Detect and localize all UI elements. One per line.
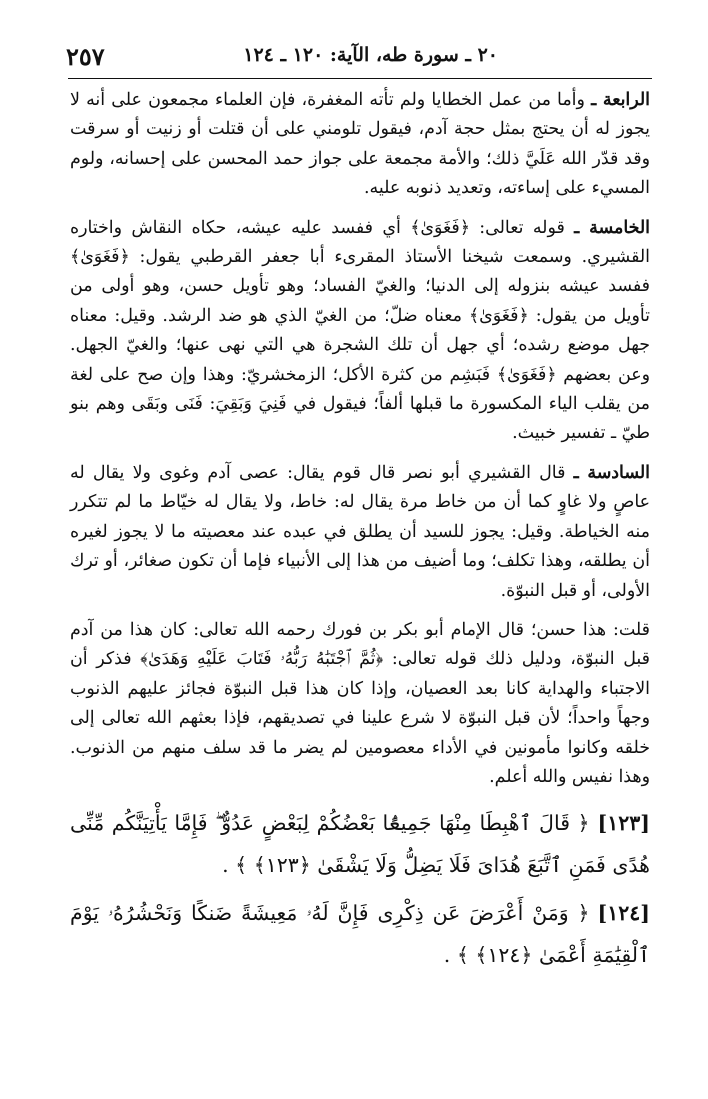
verse-number: [١٢٤]	[597, 901, 650, 926]
paragraph-lead: السادسة ـ	[573, 462, 650, 483]
paragraph-sixth	[70, 459, 650, 606]
paragraph-fifth	[70, 214, 650, 449]
paragraph-comment	[70, 616, 650, 792]
page-header	[66, 42, 658, 76]
page-body	[70, 86, 650, 982]
paragraph-fourth	[70, 86, 650, 204]
page-number: ٢٥٧	[66, 42, 105, 71]
running-title: ٢٠ ـ سورة طه، الآية: ١٢٠ ـ ١٢٤	[243, 44, 498, 66]
verse-number: [١٢٣]	[597, 811, 650, 836]
verse-text: ﴿ وَمَنْ أَعْرَضَ عَن ذِكْرِى فَإِنَّ لَهُۥ مَعِيشَةً ضَنكًا وَنَحْشُرُهُۥ يَوْمَ ٱلْقِيَٰمَةِ أَعْمَىٰ ﴿١٢٤﴾ ﴾ .	[70, 901, 650, 968]
verse-123	[70, 802, 650, 886]
verse-text: ﴿ قَالَ ٱهْبِطَا مِنْهَا جَمِيعًۢا بَعْضُكُمْ لِبَعْضٍ عَدُوٌّ ۖ فَإِمَّا يَأْتِيَنَّكُم مِّنِّى هُدًى فَمَنِ ٱتَّبَعَ هُدَاىَ فَلَا يَضِلُّ وَلَا يَشْقَىٰ ﴿١٢٣﴾ ﴾ .	[70, 811, 650, 878]
header-rule	[68, 78, 652, 79]
paragraph-lead: الخامسة ـ	[574, 217, 650, 238]
paragraph-text: قلت: هذا حسن؛ قال الإمام أبو بكر بن فورك رحمه الله تعالى: كان هذا من آدم قبل النبوّة، ودليل ذلك قوله تعالى: ﴿ثُمَّ ٱجْتَبَٰهُ رَبُّهُۥ فَتَابَ عَلَيْهِ وَهَدَىٰ﴾ فذكر أن الاجتباء والهداية كانا بعد العصيان، وإذا كان هذا قبل النبوّة فجائز عليهم الذنوب وجهاً واحداً؛ لأن قبل النبوّة لا شرع علينا في تصديقهم، فإذا بعثهم الله تعالى إلى خلقه وكانوا مأمونين في الأداء معصومين لم يضر ما قد سلف منهم من الذنوب. وهذا نفيس والله أعلم.	[70, 619, 650, 787]
paragraph-lead: الرابعة ـ	[591, 90, 650, 110]
paragraph-text: وأما من عمل الخطايا ولم تأته المغفرة، فإن العلماء مجمعون على أنه لا يجوز له أن يحتج بمثل حجة آدم، فيقول تلومني على أن قتلت أو زنيت أو سرقت وقد قدّر الله عَلَيَّ ذلك؛ والأمة مجمعة على جواز حمد المحسن على إحسانه، ولوم المسيء على إساءته، وتعديد ذنوبه عليه.	[70, 90, 650, 199]
verse-124	[70, 892, 650, 976]
paragraph-text: قال القشيري أبو نصر قال قوم يقال: عصى آدم وغوى ولا يقال له عاصٍ ولا غاوٍ كما أن من خاط مرة يقال له: خاط، ولا يقال له خيّاط ما لم تتكرر منه الخياطة. وقيل: يجوز للسيد أن يطلق في عبده عند معصيته ما لا يجوز لغيره أن يطلقه، وهذا تكلف؛ وما أضيف من هذا إلى الأنبياء فإما أن تكون صغائر، أو ترك الأولى، أو قبل النبوّة.	[70, 462, 650, 601]
paragraph-text: قوله تعالى: ﴿فَغَوَىٰ﴾ أي ففسد عليه عيشه، حكاه النقاش واختاره القشيري. وسمعت شيخنا الأستاذ المقرىء أبا جعفر القرطبي يقول: ﴿فَغَوَىٰ﴾ ففسد عيشه بنزوله إلى الدنيا؛ والغيّ الفساد؛ وهو تأويل حسن، وهو أولى من تأويل من يقول: ﴿فَغَوَىٰ﴾ معناه ضلّ؛ من الغيّ الذي هو ضد الرشد. وقيل: معناه جهل موضع رشده؛ أي جهل أن تلك الشجرة هي التي نهى عنها؛ والغيّ الجهل. وعن بعضهم ﴿فَغَوَىٰ﴾ فَبَشِم من كثرة الأكل؛ الزمخشريّ: وهذا وإن صح على لغة من يقلب الياء المكسورة ما قبلها ألفاً؛ فيقول في فَنِيَ وَبَقِيَ: فَنَى وبَقَى وهم بنو طيّ ـ تفسير خبيث.	[70, 217, 650, 444]
